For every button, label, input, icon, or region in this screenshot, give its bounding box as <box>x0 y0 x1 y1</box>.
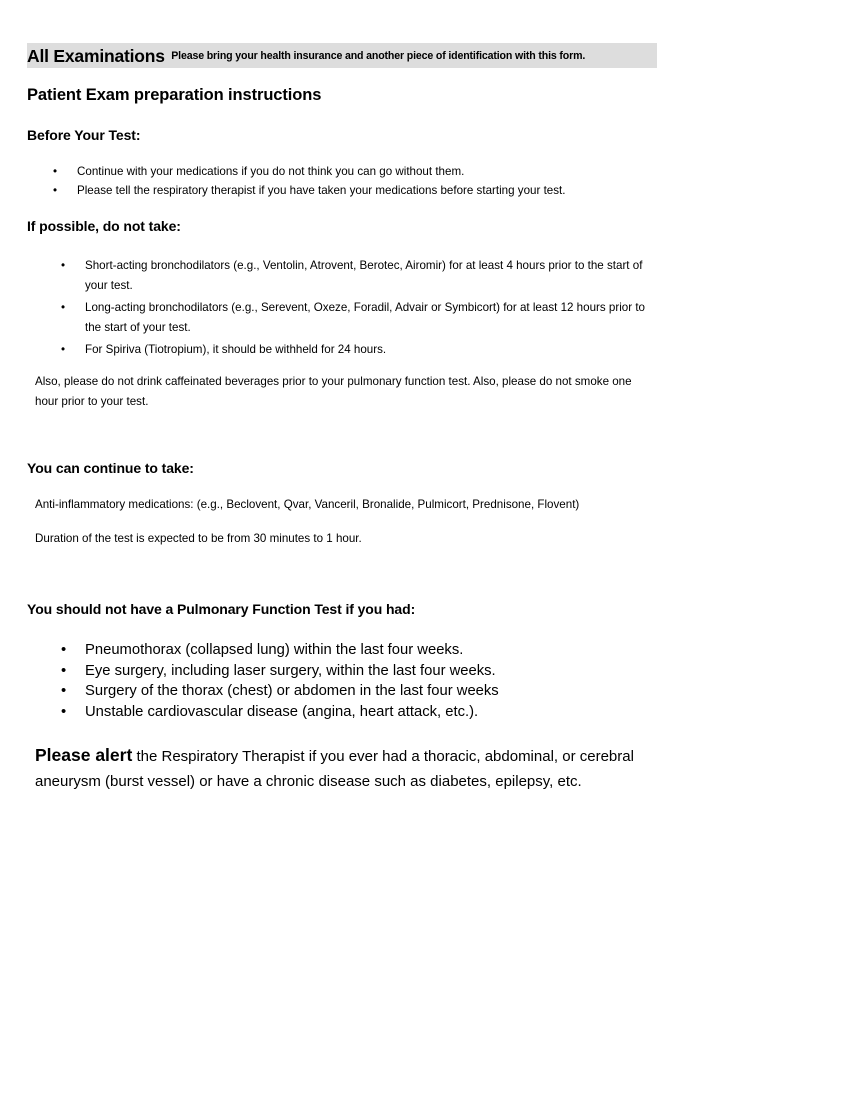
list-item: • Short-acting bronchodilators (e.g., Ventolin, Atrovent, Berotec, Airomir) for at least 4 hours prior to the start of your test. <box>85 256 645 296</box>
list-item: • Long-acting bronchodilators (e.g., Serevent, Oxeze, Foradil, Advair or Symbicort) for at least 12 hours prior to the start of your test. <box>85 298 645 338</box>
before-test-heading: Before Your Test: <box>27 127 141 143</box>
alert-paragraph <box>35 743 660 794</box>
alert-text: the Respiratory Therapist if you ever had a thoracic, abdominal, or cerebral aneurysm (burst vessel) or have a chronic disease such as diabetes, epilepsy, etc. <box>35 748 634 790</box>
bullet-icon: • <box>61 683 67 699</box>
continue-take-heading: You can continue to take: <box>27 460 194 476</box>
list-item: • For Spiriva (Tiotropium), it should be withheld for 24 hours. <box>85 340 645 360</box>
contraindications-list <box>61 640 605 722</box>
do-not-take-list <box>61 256 645 362</box>
list-item: • Unstable cardiovascular disease (angina, heart attack, etc.). <box>85 702 605 723</box>
anti-inflammatory-text: Anti-inflammatory medications: (e.g., Beclovent, Qvar, Vanceril, Bronalide, Pulmicort, Prednisone, Flovent) <box>35 498 580 511</box>
before-test-list <box>53 163 687 200</box>
list-item: • Please tell the respiratory therapist if you have taken your medications before starting your test. <box>77 182 687 201</box>
page-title: Patient Exam preparation instructions <box>27 86 322 104</box>
header-banner <box>27 43 657 68</box>
bullet-icon: • <box>53 165 58 178</box>
contraindications-heading: You should not have a Pulmonary Function Test if you had: <box>27 601 416 617</box>
list-item: • Continue with your medications if you do not think you can go without them. <box>77 163 687 182</box>
bullet-icon: • <box>61 642 67 658</box>
list-item: • Pneumothorax (collapsed lung) within the last four weeks. <box>85 640 605 661</box>
list-item: • Surgery of the thorax (chest) or abdomen in the last four weeks <box>85 681 605 702</box>
bullet-icon: • <box>61 662 67 679</box>
bullet-icon: • <box>61 343 66 356</box>
alert-lead: Please alert <box>35 745 133 765</box>
list-item: • Eye surgery, including laser surgery, within the last four weeks. <box>85 661 605 682</box>
bullet-icon: • <box>53 183 58 197</box>
header-note: Please bring your health insurance and another piece of identification with this form. <box>171 50 586 62</box>
caffeine-note: Also, please do not drink caffeinated beverages prior to your pulmonary function test. Also, please do not smoke one hour prior to your test. <box>35 375 632 408</box>
duration-text: Duration of the test is expected to be from 30 minutes to 1 hour. <box>35 532 362 545</box>
bullet-icon: • <box>61 703 67 720</box>
header-title: All Examinations <box>27 46 165 66</box>
do-not-take-heading: If possible, do not take: <box>27 218 181 234</box>
bullet-icon: • <box>61 259 66 272</box>
bullet-icon: • <box>61 301 66 314</box>
